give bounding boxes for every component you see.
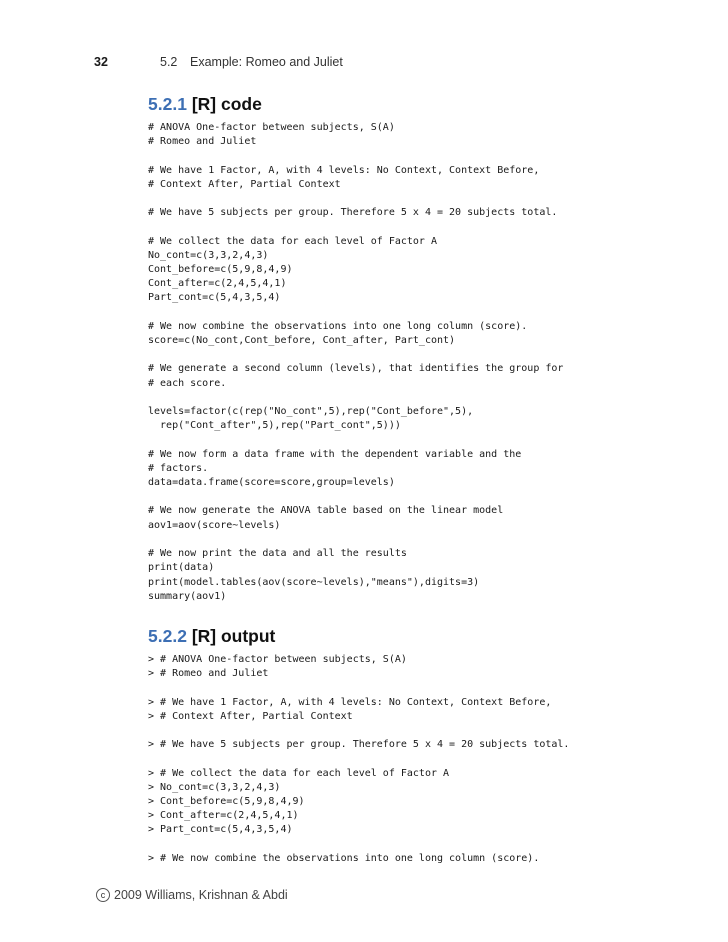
- copyright-text: 2009 Williams, Krishnan & Abdi: [114, 888, 288, 902]
- code-line: # We now generate the ANOVA table based on the linear model: [148, 505, 504, 517]
- code-line: Cont_after=c(2,4,5,4,1): [148, 278, 287, 290]
- page-content: [148, 92, 708, 866]
- code-line: aov1=aov(score~levels): [148, 519, 281, 531]
- code-line: Cont_before=c(5,9,8,4,9): [148, 264, 293, 276]
- code-line: summary(aov1): [148, 590, 227, 602]
- code-line: # Romeo and Juliet: [148, 136, 257, 148]
- output-section-heading: [148, 624, 708, 648]
- section-number: 5.2: [160, 55, 178, 69]
- code-line: # We now form a data frame with the dependent variable and the: [148, 448, 522, 460]
- code-line: > # We have 1 Factor, A, with 4 levels: No Context, Context Before,: [148, 696, 552, 708]
- output-section-number: 5.2.2: [148, 625, 187, 646]
- r-output-block: [148, 653, 708, 866]
- running-head: [94, 55, 688, 71]
- code-line: print(data): [148, 562, 215, 574]
- code-section-number: 5.2.1: [148, 94, 187, 114]
- code-line: # We now combine the observations into one long column (score).: [148, 320, 528, 332]
- code-line: # We collect the data for each level of Factor A: [148, 235, 437, 247]
- code-line: > # We now combine the observations into one long column (score).: [148, 852, 540, 864]
- code-line: # We have 1 Factor, A, with 4 levels: No Context, Context Before,: [148, 164, 540, 176]
- r-code-block: [148, 121, 708, 604]
- code-line: levels=factor(c(rep("No_cont",5),rep("Cont_before",5),: [148, 406, 474, 418]
- code-line: # We have 5 subjects per group. Therefore 5 x 4 = 20 subjects total.: [148, 207, 558, 219]
- code-line: print(model.tables(aov(score~levels),"means"),digits=3): [148, 576, 480, 588]
- code-line: # We now print the data and all the results: [148, 548, 407, 560]
- code-line: > Cont_after=c(2,4,5,4,1): [148, 810, 299, 822]
- code-section-heading: [148, 92, 708, 116]
- code-section-title: [R] code: [191, 94, 262, 114]
- code-line: # factors.: [148, 462, 209, 474]
- page-number: 32: [94, 55, 108, 69]
- code-line: > No_cont=c(3,3,2,4,3): [148, 781, 281, 793]
- code-line: score=c(No_cont,Cont_before, Cont_after, Part_cont): [148, 335, 456, 347]
- code-line: > # We collect the data for each level of Factor A: [148, 767, 450, 779]
- code-line: # ANOVA One-factor between subjects, S(A): [148, 122, 395, 133]
- code-line: > Cont_before=c(5,9,8,4,9): [148, 795, 305, 807]
- copyright-icon: c: [96, 888, 110, 902]
- section-title: Example: Romeo and Juliet: [190, 55, 343, 69]
- output-section-title: [R] output: [191, 625, 276, 646]
- code-line: > # ANOVA One-factor between subjects, S(A): [148, 653, 407, 665]
- code-line: > # Context After, Partial Context: [148, 710, 353, 722]
- code-line: > Part_cont=c(5,4,3,5,4): [148, 824, 293, 836]
- code-line: Part_cont=c(5,4,3,5,4): [148, 292, 281, 304]
- code-line: # Context After, Partial Context: [148, 178, 341, 190]
- code-line: rep("Cont_after",5),rep("Part_cont",5))): [148, 420, 401, 432]
- code-line: No_cont=c(3,3,2,4,3): [148, 249, 269, 261]
- code-line: data=data.frame(score=score,group=levels): [148, 477, 395, 489]
- code-line: > # We have 5 subjects per group. Therefore 5 x 4 = 20 subjects total.: [148, 739, 570, 751]
- code-line: # each score.: [148, 377, 227, 389]
- copyright-footer: [96, 888, 288, 902]
- code-line: > # Romeo and Juliet: [148, 668, 269, 680]
- code-line: # We generate a second column (levels), that identifies the group for: [148, 363, 564, 375]
